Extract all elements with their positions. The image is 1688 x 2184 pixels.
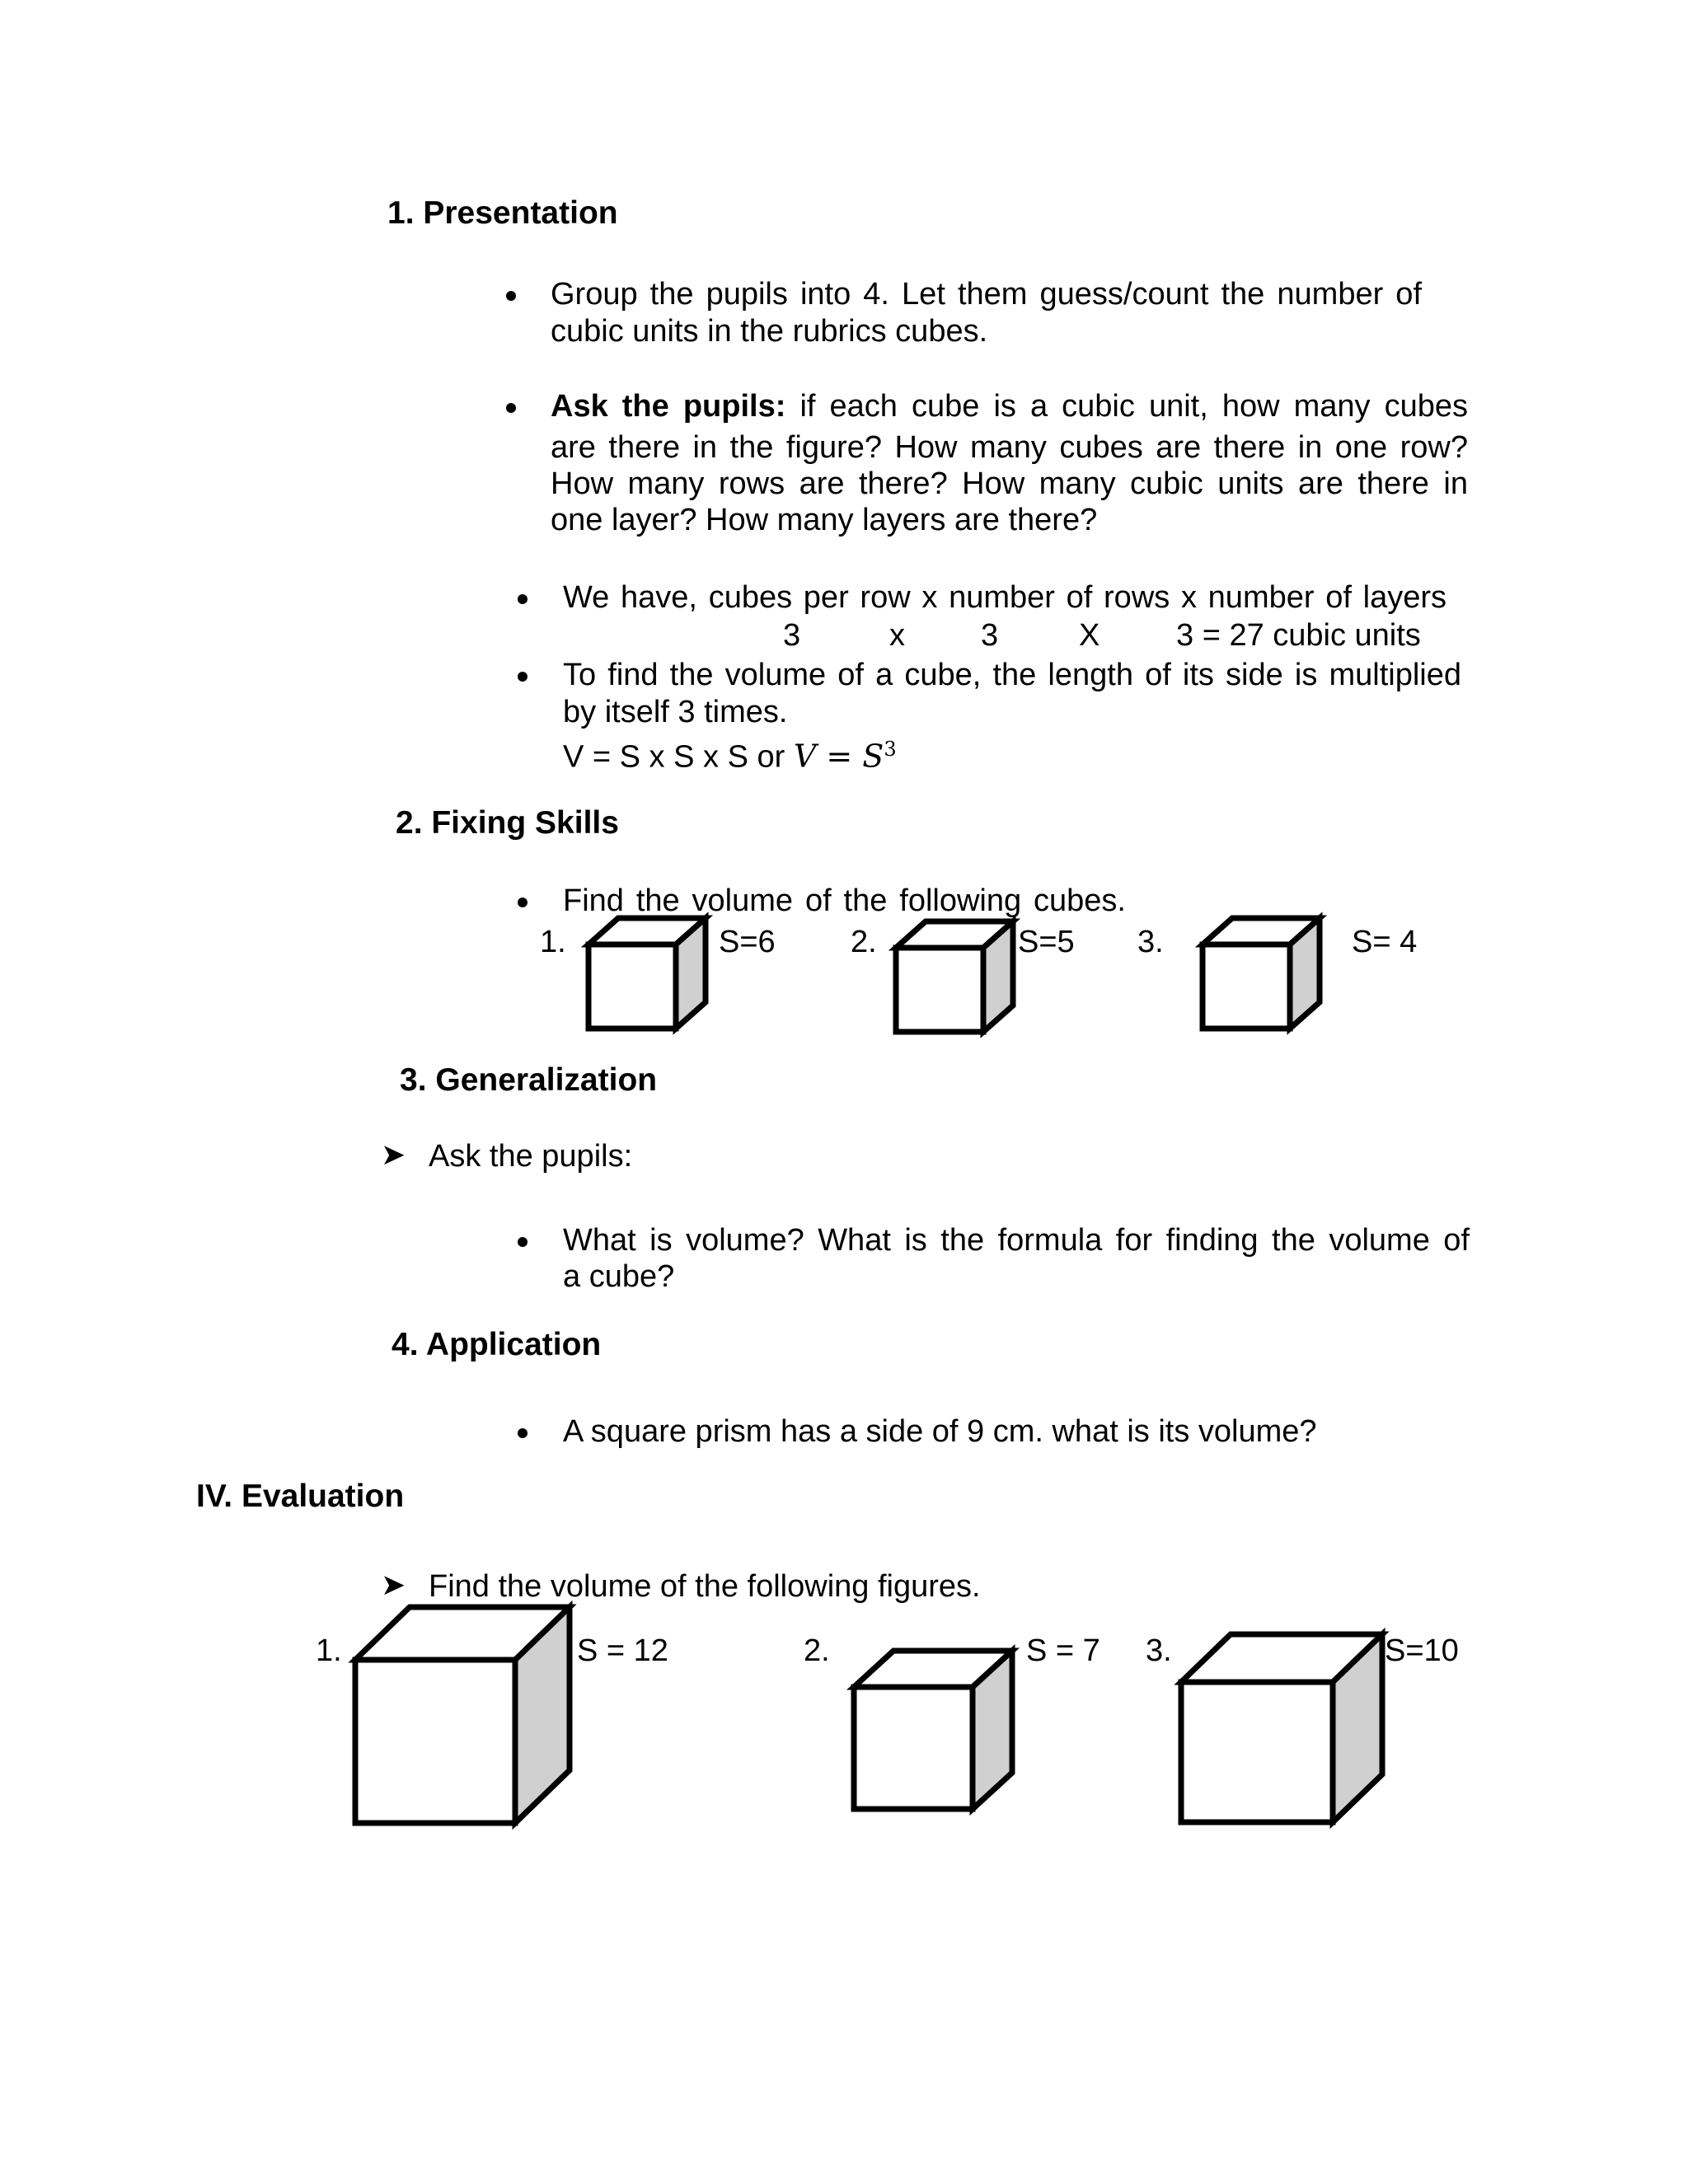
presentation-bullet4-line1: To find the volume of a cube, the length of its side is multiplied	[563, 658, 1461, 692]
evaluation-heading: IV. Evaluation	[196, 1479, 405, 1514]
generalization-question-line1: What is volume? What is the formula for finding the volume of	[563, 1223, 1470, 1258]
fixing-item-side-label: S= 4	[1352, 925, 1418, 959]
cube-figure	[849, 1644, 1022, 1821]
calc-value: 3	[981, 618, 999, 653]
formula-s: S	[862, 738, 884, 775]
fixing-skills-heading: 2. Fixing Skills	[396, 805, 619, 841]
evaluation-item-side-label: S = 7	[1026, 1633, 1100, 1668]
cube-figure	[577, 907, 725, 1038]
arrow-bullet-icon: ➤	[381, 1137, 406, 1171]
bullet-dot	[518, 594, 528, 604]
ask-pupils-rest: if each cube is a cubic unit, how many cubes	[785, 389, 1468, 424]
bullet-dot	[518, 1428, 528, 1438]
application-problem: A square prism has a side of 9 cm. what is its volume?	[563, 1414, 1317, 1449]
fixing-item-number: 2.	[851, 925, 877, 959]
evaluation-item-side-label: S=10	[1385, 1633, 1459, 1668]
formula-equals: =	[816, 738, 863, 775]
bullet-dot	[518, 898, 528, 907]
bullet-dot	[506, 403, 516, 413]
fixing-item-number: 3.	[1137, 925, 1164, 959]
generalization-ask: Ask the pupils:	[429, 1139, 633, 1174]
calc-result: 3 = 27 cubic units	[1176, 618, 1421, 653]
evaluation-instruction: Find the volume of the following figures.	[429, 1569, 981, 1604]
calc-operator: x	[889, 618, 905, 653]
bullet-dot	[518, 1237, 528, 1247]
application-heading: 4. Application	[392, 1327, 602, 1362]
cube-figure	[1176, 1628, 1390, 1834]
fixing-item-number: 1.	[540, 925, 566, 959]
fixing-item-side-label: S=5	[1018, 925, 1075, 959]
bullet-dot	[518, 672, 528, 682]
presentation-bullet2-line4: one layer? How many layers are there?	[551, 503, 1098, 537]
evaluation-item-side-label: S = 12	[577, 1633, 668, 1668]
calc-operator: X	[1079, 618, 1100, 653]
cube-figure	[350, 1601, 581, 1831]
evaluation-item-number: 1.	[316, 1633, 342, 1668]
formula-exponent: 3	[884, 738, 897, 761]
evaluation-item-number: 2.	[804, 1633, 830, 1668]
cube-figure	[884, 910, 1033, 1042]
ask-pupils-bold: Ask the pupils:	[551, 389, 786, 424]
evaluation-item-number: 3.	[1146, 1633, 1172, 1668]
cube-figure	[1191, 907, 1339, 1038]
volume-formula	[563, 730, 897, 776]
fixing-instruction: Find the volume of the following cubes.	[563, 883, 1126, 918]
presentation-bullet1-line1: Group the pupils into 4. Let them guess/count the number of	[551, 277, 1422, 312]
presentation-bullet3-line1: We have, cubes per row x number of rows x number of layers	[563, 580, 1447, 615]
presentation-bullet2-line2: are there in the figure? How many cubes are there in one row?	[551, 430, 1468, 465]
formula-v: V	[793, 738, 817, 775]
fixing-item-side-label: S=6	[719, 925, 776, 959]
presentation-bullet2-line3: How many rows are there? How many cubic units are there in	[551, 466, 1468, 501]
bullet-dot	[506, 291, 516, 301]
calc-value: 3	[783, 618, 801, 653]
generalization-heading: 3. Generalization	[400, 1062, 658, 1098]
generalization-question-line2: a cube?	[563, 1259, 675, 1294]
volume-formula-text: V = S x S x S or	[563, 739, 785, 775]
presentation-bullet2-line1	[551, 387, 1468, 425]
presentation-bullet4-line2: by itself 3 times.	[563, 695, 788, 729]
presentation-bullet1-line2: cubic units in the rubrics cubes.	[551, 314, 988, 349]
presentation-heading: 1. Presentation	[387, 195, 618, 231]
arrow-bullet-icon: ➤	[381, 1568, 406, 1601]
